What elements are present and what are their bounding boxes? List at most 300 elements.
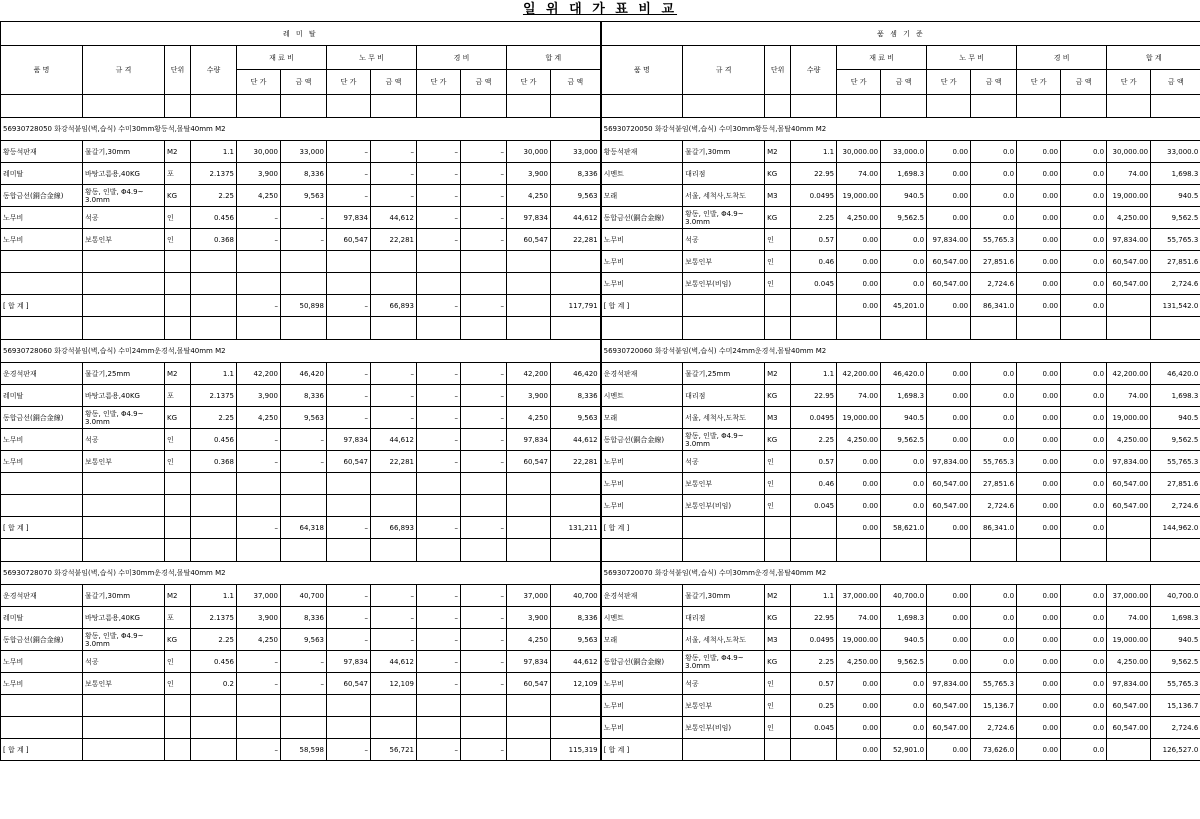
right-spec-cell: 서울, 세척사,도착도 xyxy=(683,407,765,429)
right-panel-title: 품 셈 기 준 xyxy=(601,22,1200,46)
right-labor-unit-price-cell: 0.00 xyxy=(927,607,971,629)
right-material-unit-price-cell: 19,000.00 xyxy=(837,185,881,207)
left-material-amount-cell: 9,563 xyxy=(281,629,327,651)
left-sum-label: [ 합 계 ] xyxy=(1,739,83,761)
empty-cell xyxy=(83,95,165,118)
right-total-unit-price-cell: 74.00 xyxy=(1107,163,1151,185)
right-labor-amount-cell: 0.0 xyxy=(971,585,1017,607)
right-total-unit-price-cell: 60,547.00 xyxy=(1107,717,1151,739)
right-item-code: 56930720070 화강석붙임(벽,습식) 수미30mm운경석,몰탈40mm M2 xyxy=(601,562,1200,585)
left-item-code: 56930728070 화강석붙임(벽,습식) 수미30mm운경석,몰탈40mm M2 xyxy=(1,562,601,585)
empty-cell xyxy=(1061,317,1107,340)
left-sum-expense-amount-cell: – xyxy=(461,295,507,317)
right-unit-cell: KG xyxy=(765,163,791,185)
right-qty-cell: 1.1 xyxy=(791,141,837,163)
empty-cell xyxy=(417,95,461,118)
right-expense-amount-cell: 0.0 xyxy=(1061,363,1107,385)
header-name: 품 명 xyxy=(1,46,83,95)
empty-cell xyxy=(551,539,601,562)
empty-cell xyxy=(1,317,83,340)
left-expense-amount-cell: – xyxy=(461,651,507,673)
left-sum-expense-unit-price-cell: – xyxy=(417,739,461,761)
right-expense-amount-cell: 0.0 xyxy=(1061,407,1107,429)
right-qty-cell: 0.045 xyxy=(791,717,837,739)
left-sum-expense-amount-cell: – xyxy=(461,517,507,539)
left-spec-cell xyxy=(83,717,165,739)
right-sum-qty-cell xyxy=(791,517,837,539)
right-material-amount-cell: 0.0 xyxy=(881,273,927,295)
unit-price-comparison-table xyxy=(0,21,1200,761)
right-qty-cell: 0.25 xyxy=(791,695,837,717)
right-expense-amount-cell: 0.0 xyxy=(1061,629,1107,651)
right-expense-unit-price-cell: 0.00 xyxy=(1017,495,1061,517)
left-expense-unit-price-cell: – xyxy=(417,385,461,407)
right-material-unit-price-cell: 4,250.00 xyxy=(837,429,881,451)
right-total-unit-price-cell: 4,250.00 xyxy=(1107,429,1151,451)
sum-row xyxy=(1,739,1200,761)
right-unit-cell: 인 xyxy=(765,673,791,695)
left-name-cell: 레미탈 xyxy=(1,607,83,629)
empty-cell xyxy=(765,95,791,118)
right-expense-amount-cell: 0.0 xyxy=(1061,473,1107,495)
left-labor-unit-price-cell: – xyxy=(327,607,371,629)
right-total-amount-cell: 15,136.7 xyxy=(1151,695,1200,717)
right-material-unit-price-cell: 74.00 xyxy=(837,163,881,185)
right-expense-unit-price-cell: 0.00 xyxy=(1017,717,1061,739)
right-expense-amount-cell: 0.0 xyxy=(1061,385,1107,407)
right-spec-cell: 보통인부(비임) xyxy=(683,495,765,517)
right-unit-cell: 인 xyxy=(765,473,791,495)
empty-cell xyxy=(1017,317,1061,340)
right-total-amount-cell: 27,851.6 xyxy=(1151,251,1200,273)
left-material-amount-cell xyxy=(281,273,327,295)
left-expense-unit-price-cell xyxy=(417,273,461,295)
left-sum-label: [ 합 계 ] xyxy=(1,517,83,539)
right-sum-material-unit-price-cell: 0.00 xyxy=(837,517,881,539)
empty-cell xyxy=(237,317,281,340)
left-sum-total-unit-price-cell xyxy=(507,517,551,539)
empty-cell xyxy=(371,95,417,118)
empty-cell xyxy=(791,317,837,340)
left-sum-labor-amount-cell: 56,721 xyxy=(371,739,417,761)
right-expense-amount-cell: 0.0 xyxy=(1061,429,1107,451)
table-row xyxy=(1,207,1200,229)
right-total-amount-cell: 2,724.6 xyxy=(1151,495,1200,517)
left-sum-unit-cell xyxy=(165,739,191,761)
item-code-row xyxy=(1,340,1200,363)
left-spec-cell: 물갈기,30mm xyxy=(83,585,165,607)
left-material-unit-price-cell: – xyxy=(237,207,281,229)
left-sum-label: [ 합 계 ] xyxy=(1,295,83,317)
left-qty-cell: 0.368 xyxy=(191,451,237,473)
empty-cell xyxy=(1,95,83,118)
right-total-unit-price-cell: 97,834.00 xyxy=(1107,229,1151,251)
left-labor-amount-cell: – xyxy=(371,363,417,385)
left-unit-cell: KG xyxy=(165,629,191,651)
left-name-cell xyxy=(1,495,83,517)
empty-cell xyxy=(765,317,791,340)
left-expense-amount-cell: – xyxy=(461,629,507,651)
left-sum-unit-cell xyxy=(165,517,191,539)
right-sum-spec-cell xyxy=(683,517,765,539)
left-spec-cell xyxy=(83,251,165,273)
right-qty-cell: 0.57 xyxy=(791,673,837,695)
right-material-amount-cell: 0.0 xyxy=(881,695,927,717)
left-total-unit-price-cell xyxy=(507,273,551,295)
left-labor-unit-price-cell: – xyxy=(327,385,371,407)
empty-cell xyxy=(683,95,765,118)
right-expense-unit-price-cell: 0.00 xyxy=(1017,251,1061,273)
right-sum-qty-cell xyxy=(791,739,837,761)
empty-cell xyxy=(551,317,601,340)
table-row xyxy=(1,185,1200,207)
left-labor-unit-price-cell xyxy=(327,695,371,717)
left-labor-unit-price-cell: – xyxy=(327,141,371,163)
right-expense-amount-cell: 0.0 xyxy=(1061,673,1107,695)
empty-cell xyxy=(237,539,281,562)
left-name-cell: 레미탈 xyxy=(1,163,83,185)
right-material-amount-cell: 9,562.5 xyxy=(881,207,927,229)
left-qty-cell: 2.25 xyxy=(191,185,237,207)
left-name-cell: 노무비 xyxy=(1,229,83,251)
comparison-table-wrapper xyxy=(0,21,1200,761)
right-qty-cell: 2.25 xyxy=(791,651,837,673)
right-expense-amount-cell: 0.0 xyxy=(1061,651,1107,673)
left-total-amount-cell: 22,281 xyxy=(551,451,601,473)
right-total-unit-price-cell: 19,000.00 xyxy=(1107,629,1151,651)
right-expense-unit-price-cell: 0.00 xyxy=(1017,629,1061,651)
left-labor-amount-cell: 22,281 xyxy=(371,229,417,251)
right-total-amount-cell: 55,765.3 xyxy=(1151,229,1200,251)
left-total-amount-cell xyxy=(551,473,601,495)
right-labor-unit-price-cell: 60,547.00 xyxy=(927,251,971,273)
right-sum-labor-amount-cell: 73,626.0 xyxy=(971,739,1017,761)
left-unit-cell: 인 xyxy=(165,207,191,229)
right-name-cell: 노무비 xyxy=(601,229,683,251)
left-expense-unit-price-cell: – xyxy=(417,207,461,229)
right-material-unit-price-cell: 37,000.00 xyxy=(837,585,881,607)
left-unit-cell xyxy=(165,273,191,295)
left-spec-cell: 바탕고름용,40KG xyxy=(83,163,165,185)
left-name-cell: 황등석판재 xyxy=(1,141,83,163)
empty-cell xyxy=(837,539,881,562)
left-unit-cell: 포 xyxy=(165,163,191,185)
blank-row xyxy=(1,95,1200,118)
empty-cell xyxy=(1061,95,1107,118)
right-labor-unit-price-cell: 0.00 xyxy=(927,385,971,407)
empty-cell xyxy=(1107,317,1151,340)
right-total-amount-cell: 1,698.3 xyxy=(1151,385,1200,407)
right-sum-material-unit-price-cell: 0.00 xyxy=(837,739,881,761)
right-sum-total-amount-cell: 131,542.0 xyxy=(1151,295,1200,317)
right-sum-expense-amount-cell: 0.0 xyxy=(1061,739,1107,761)
left-labor-unit-price-cell: – xyxy=(327,585,371,607)
left-spec-cell: 물갈기,30mm xyxy=(83,141,165,163)
left-spec-cell: 보통인부 xyxy=(83,229,165,251)
left-name-cell: 레미탈 xyxy=(1,385,83,407)
header-labor: 노 무 비 xyxy=(927,46,1017,70)
right-spec-cell: 황동, 인발, Φ4.9~ 3.0mm xyxy=(683,429,765,451)
left-spec-cell: 황동, 인발, Φ4.9~ 3.0mm xyxy=(83,407,165,429)
left-labor-amount-cell: – xyxy=(371,607,417,629)
left-labor-unit-price-cell xyxy=(327,251,371,273)
header-unit: 단위 xyxy=(765,46,791,95)
header-total: 합 계 xyxy=(1107,46,1200,70)
left-expense-amount-cell: – xyxy=(461,141,507,163)
right-total-amount-cell: 46,420.0 xyxy=(1151,363,1200,385)
left-material-unit-price-cell xyxy=(237,495,281,517)
left-labor-unit-price-cell: – xyxy=(327,363,371,385)
left-material-amount-cell xyxy=(281,495,327,517)
table-body xyxy=(1,22,1200,761)
left-labor-amount-cell: 44,612 xyxy=(371,651,417,673)
left-total-amount-cell: 40,700 xyxy=(551,585,601,607)
right-spec-cell: 서울, 세척사,도착도 xyxy=(683,629,765,651)
left-total-unit-price-cell: 3,900 xyxy=(507,385,551,407)
header-amount: 금 액 xyxy=(971,70,1017,95)
left-total-unit-price-cell: 60,547 xyxy=(507,451,551,473)
item-code-row xyxy=(1,118,1200,141)
left-expense-unit-price-cell: – xyxy=(417,407,461,429)
right-sum-material-unit-price-cell: 0.00 xyxy=(837,295,881,317)
right-name-cell: 모래 xyxy=(601,185,683,207)
right-name-cell: 노무비 xyxy=(601,495,683,517)
left-material-unit-price-cell: 3,900 xyxy=(237,163,281,185)
right-labor-unit-price-cell: 97,834.00 xyxy=(927,451,971,473)
right-labor-unit-price-cell: 0.00 xyxy=(927,407,971,429)
left-material-unit-price-cell: – xyxy=(237,429,281,451)
right-labor-unit-price-cell: 60,547.00 xyxy=(927,695,971,717)
empty-cell xyxy=(601,95,683,118)
empty-cell xyxy=(461,317,507,340)
left-unit-cell xyxy=(165,717,191,739)
right-qty-cell: 2.25 xyxy=(791,429,837,451)
left-total-amount-cell: 9,563 xyxy=(551,185,601,207)
right-material-amount-cell: 1,698.3 xyxy=(881,607,927,629)
empty-cell xyxy=(601,317,683,340)
right-name-cell: 노무비 xyxy=(601,251,683,273)
right-spec-cell: 대리점 xyxy=(683,163,765,185)
empty-cell xyxy=(881,539,927,562)
right-material-unit-price-cell: 0.00 xyxy=(837,251,881,273)
left-material-unit-price-cell: 4,250 xyxy=(237,185,281,207)
empty-cell xyxy=(1107,95,1151,118)
left-name-cell: 노무비 xyxy=(1,451,83,473)
left-panel-title: 레 미 탈 xyxy=(1,22,601,46)
left-material-amount-cell: 9,563 xyxy=(281,407,327,429)
left-name-cell: 노무비 xyxy=(1,651,83,673)
right-total-amount-cell: 40,700.0 xyxy=(1151,585,1200,607)
right-total-unit-price-cell: 60,547.00 xyxy=(1107,495,1151,517)
right-labor-amount-cell: 2,724.6 xyxy=(971,273,1017,295)
right-name-cell: 황등석판재 xyxy=(601,141,683,163)
right-qty-cell: 2.25 xyxy=(791,207,837,229)
left-sum-labor-amount-cell: 66,893 xyxy=(371,295,417,317)
right-qty-cell: 0.57 xyxy=(791,451,837,473)
right-total-amount-cell: 27,851.6 xyxy=(1151,473,1200,495)
empty-cell xyxy=(601,539,683,562)
right-material-amount-cell: 9,562.5 xyxy=(881,429,927,451)
header-unit-price: 단 가 xyxy=(927,70,971,95)
left-labor-amount-cell: – xyxy=(371,407,417,429)
left-qty-cell: 2.1375 xyxy=(191,163,237,185)
left-name-cell: 운경석판재 xyxy=(1,363,83,385)
right-sum-labor-amount-cell: 86,341.0 xyxy=(971,295,1017,317)
empty-cell xyxy=(371,539,417,562)
empty-cell xyxy=(461,539,507,562)
left-total-unit-price-cell: 60,547 xyxy=(507,229,551,251)
right-material-unit-price-cell: 74.00 xyxy=(837,607,881,629)
left-sum-expense-unit-price-cell: – xyxy=(417,517,461,539)
left-labor-amount-cell xyxy=(371,251,417,273)
left-name-cell: 노무비 xyxy=(1,207,83,229)
right-sum-material-amount-cell: 58,621.0 xyxy=(881,517,927,539)
left-labor-amount-cell xyxy=(371,495,417,517)
left-total-amount-cell xyxy=(551,251,601,273)
right-material-unit-price-cell: 4,250.00 xyxy=(837,651,881,673)
right-unit-cell: M2 xyxy=(765,363,791,385)
left-total-amount-cell: 44,612 xyxy=(551,429,601,451)
left-expense-amount-cell xyxy=(461,717,507,739)
header-amount: 금 액 xyxy=(371,70,417,95)
right-qty-cell: 22.95 xyxy=(791,607,837,629)
right-sum-total-unit-price-cell xyxy=(1107,295,1151,317)
left-expense-unit-price-cell: – xyxy=(417,229,461,251)
left-name-cell xyxy=(1,695,83,717)
left-material-amount-cell: 8,336 xyxy=(281,385,327,407)
left-material-unit-price-cell: 37,000 xyxy=(237,585,281,607)
empty-cell xyxy=(791,539,837,562)
left-spec-cell: 보통인부 xyxy=(83,673,165,695)
left-expense-amount-cell xyxy=(461,695,507,717)
right-expense-unit-price-cell: 0.00 xyxy=(1017,163,1061,185)
left-total-unit-price-cell xyxy=(507,251,551,273)
right-material-amount-cell: 0.0 xyxy=(881,229,927,251)
left-total-unit-price-cell: 42,200 xyxy=(507,363,551,385)
left-labor-unit-price-cell: 97,834 xyxy=(327,651,371,673)
right-spec-cell: 보통인부 xyxy=(683,473,765,495)
left-labor-amount-cell xyxy=(371,717,417,739)
right-total-unit-price-cell: 74.00 xyxy=(1107,607,1151,629)
right-labor-unit-price-cell: 0.00 xyxy=(927,363,971,385)
right-spec-cell: 석공 xyxy=(683,451,765,473)
left-material-amount-cell xyxy=(281,717,327,739)
left-unit-cell: M2 xyxy=(165,585,191,607)
header-amount: 금 액 xyxy=(1061,70,1107,95)
empty-cell xyxy=(683,317,765,340)
left-qty-cell: 2.25 xyxy=(191,629,237,651)
right-labor-amount-cell: 0.0 xyxy=(971,163,1017,185)
right-sum-total-unit-price-cell xyxy=(1107,517,1151,539)
left-spec-cell: 물갈기,25mm xyxy=(83,363,165,385)
right-sum-expense-amount-cell: 0.0 xyxy=(1061,517,1107,539)
right-labor-unit-price-cell: 97,834.00 xyxy=(927,229,971,251)
left-labor-amount-cell: 22,281 xyxy=(371,451,417,473)
right-material-unit-price-cell: 0.00 xyxy=(837,673,881,695)
right-unit-cell: 인 xyxy=(765,717,791,739)
left-sum-labor-amount-cell: 66,893 xyxy=(371,517,417,539)
empty-cell xyxy=(507,95,551,118)
left-expense-amount-cell xyxy=(461,251,507,273)
right-unit-cell: 인 xyxy=(765,695,791,717)
left-sum-labor-unit-price-cell: – xyxy=(327,517,371,539)
table-row xyxy=(1,273,1200,295)
right-sum-label: [ 합 계 ] xyxy=(601,739,683,761)
left-expense-amount-cell: – xyxy=(461,207,507,229)
right-sum-label: [ 합 계 ] xyxy=(601,517,683,539)
empty-cell xyxy=(1,539,83,562)
right-qty-cell: 1.1 xyxy=(791,363,837,385)
header-total: 합 계 xyxy=(507,46,601,70)
left-item-code: 56930728060 화강석붙임(벽,습식) 수미24mm운경석,몰탈40mm M2 xyxy=(1,340,601,363)
table-row xyxy=(1,251,1200,273)
right-sum-labor-unit-price-cell: 0.00 xyxy=(927,295,971,317)
left-unit-cell: 포 xyxy=(165,385,191,407)
left-sum-material-unit-price-cell: – xyxy=(237,739,281,761)
left-unit-cell: KG xyxy=(165,185,191,207)
header-material: 재 료 비 xyxy=(837,46,927,70)
empty-cell xyxy=(1061,539,1107,562)
left-spec-cell: 석공 xyxy=(83,429,165,451)
empty-cell xyxy=(417,317,461,340)
right-item-code: 56930720050 화강석붙임(벽,습식) 수미30mm황등석,몰탈40mm M2 xyxy=(601,118,1200,141)
left-material-unit-price-cell xyxy=(237,251,281,273)
blank-row xyxy=(1,317,1200,340)
right-expense-unit-price-cell: 0.00 xyxy=(1017,385,1061,407)
left-sum-total-amount-cell: 117,791 xyxy=(551,295,601,317)
left-material-amount-cell: – xyxy=(281,207,327,229)
empty-cell xyxy=(1017,95,1061,118)
sum-row xyxy=(1,517,1200,539)
right-expense-amount-cell: 0.0 xyxy=(1061,141,1107,163)
left-sum-total-amount-cell: 115,319 xyxy=(551,739,601,761)
left-labor-unit-price-cell: 97,834 xyxy=(327,207,371,229)
left-material-unit-price-cell: 4,250 xyxy=(237,407,281,429)
left-name-cell: 동합금선(銅合金線) xyxy=(1,407,83,429)
left-material-unit-price-cell xyxy=(237,273,281,295)
right-expense-unit-price-cell: 0.00 xyxy=(1017,651,1061,673)
left-labor-unit-price-cell: – xyxy=(327,163,371,185)
left-spec-cell: 바탕고름용,40KG xyxy=(83,385,165,407)
right-material-unit-price-cell: 0.00 xyxy=(837,495,881,517)
empty-cell xyxy=(83,539,165,562)
left-total-unit-price-cell: 4,250 xyxy=(507,407,551,429)
left-total-amount-cell: 8,336 xyxy=(551,607,601,629)
left-material-amount-cell: 8,336 xyxy=(281,607,327,629)
header-amount: 금 액 xyxy=(1151,70,1200,95)
right-labor-unit-price-cell: 0.00 xyxy=(927,185,971,207)
right-total-unit-price-cell: 42,200.00 xyxy=(1107,363,1151,385)
right-total-unit-price-cell: 30,000.00 xyxy=(1107,141,1151,163)
header-unit-price: 단 가 xyxy=(837,70,881,95)
right-spec-cell: 물갈기,30mm xyxy=(683,141,765,163)
left-expense-amount-cell: – xyxy=(461,363,507,385)
right-unit-cell: KG xyxy=(765,429,791,451)
empty-cell xyxy=(281,317,327,340)
right-name-cell: 동합금선(銅合金線) xyxy=(601,429,683,451)
left-expense-unit-price-cell: – xyxy=(417,185,461,207)
right-expense-amount-cell: 0.0 xyxy=(1061,251,1107,273)
left-labor-unit-price-cell: – xyxy=(327,407,371,429)
right-spec-cell: 보통인부 xyxy=(683,251,765,273)
right-expense-amount-cell: 0.0 xyxy=(1061,163,1107,185)
left-total-amount-cell xyxy=(551,717,601,739)
table-row xyxy=(1,585,1200,607)
left-expense-unit-price-cell: – xyxy=(417,429,461,451)
left-total-unit-price-cell: 97,834 xyxy=(507,651,551,673)
right-total-amount-cell: 9,562.5 xyxy=(1151,207,1200,229)
right-labor-amount-cell: 0.0 xyxy=(971,385,1017,407)
